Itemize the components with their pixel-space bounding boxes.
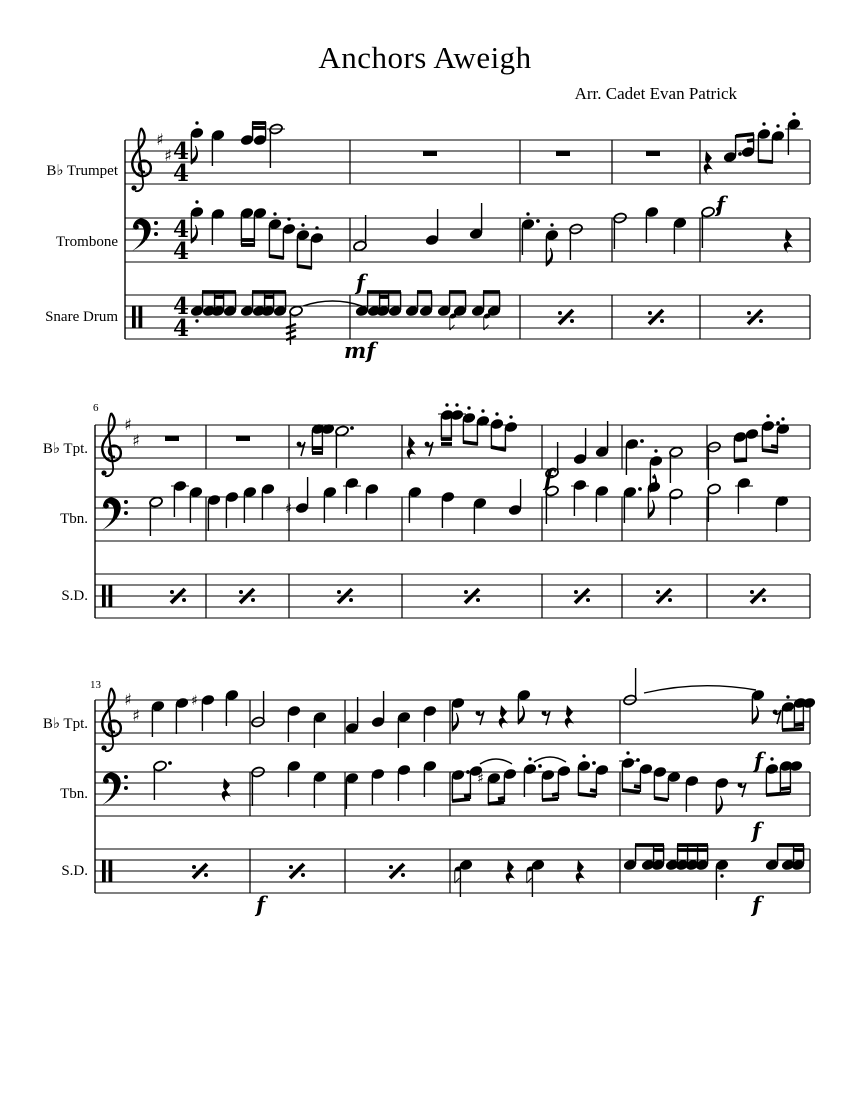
svg-text:♯: ♯ <box>124 415 132 434</box>
svg-text:♯: ♯ <box>132 706 140 725</box>
svg-text:f: f <box>752 892 762 917</box>
svg-text:♯: ♯ <box>132 431 140 450</box>
svg-text:♯: ♯ <box>477 771 484 787</box>
svg-text:♯: ♯ <box>156 130 164 149</box>
arranger-credit: Arr. Cadet Evan Patrick <box>574 84 737 103</box>
measure-number-13: 13 <box>90 679 101 691</box>
svg-text:4: 4 <box>172 315 190 342</box>
instrument-label-trombone-abbr: Tbn. <box>60 511 88 527</box>
svg-text:4: 4 <box>172 160 190 187</box>
instrument-label-snare-abbr-2: S.D. <box>61 863 88 879</box>
svg-text:4: 4 <box>172 138 190 165</box>
svg-text:f: f <box>754 748 764 773</box>
svg-text:♯: ♯ <box>164 146 172 165</box>
svg-text:f: f <box>716 192 726 217</box>
instrument-label-trumpet-abbr: B♭ Tpt. <box>42 441 88 457</box>
svg-text:mf: mf <box>344 338 376 363</box>
instrument-label-trumpet: B♭ Trumpet <box>46 163 118 179</box>
svg-text:4: 4 <box>172 216 190 243</box>
svg-text:f: f <box>256 892 266 917</box>
svg-text:♯: ♯ <box>191 693 198 709</box>
svg-text:♯: ♯ <box>124 690 132 709</box>
instrument-label-trombone-abbr-2: Tbn. <box>60 786 88 802</box>
instrument-label-snare-abbr: S.D. <box>61 588 88 604</box>
instrument-label-trombone: Trombone <box>56 234 118 250</box>
measure-number-6: 6 <box>93 402 99 414</box>
svg-text:f: f <box>752 818 762 843</box>
svg-text:4: 4 <box>172 238 190 265</box>
svg-text:f: f <box>544 466 554 491</box>
svg-text:4: 4 <box>172 293 190 320</box>
instrument-label-trumpet-abbr-2: B♭ Tpt. <box>42 716 88 732</box>
score-title: Anchors Aweigh <box>318 40 532 75</box>
instrument-label-snare: Snare Drum <box>45 309 118 325</box>
svg-text:♯: ♯ <box>285 501 292 517</box>
svg-text:f: f <box>356 270 366 295</box>
